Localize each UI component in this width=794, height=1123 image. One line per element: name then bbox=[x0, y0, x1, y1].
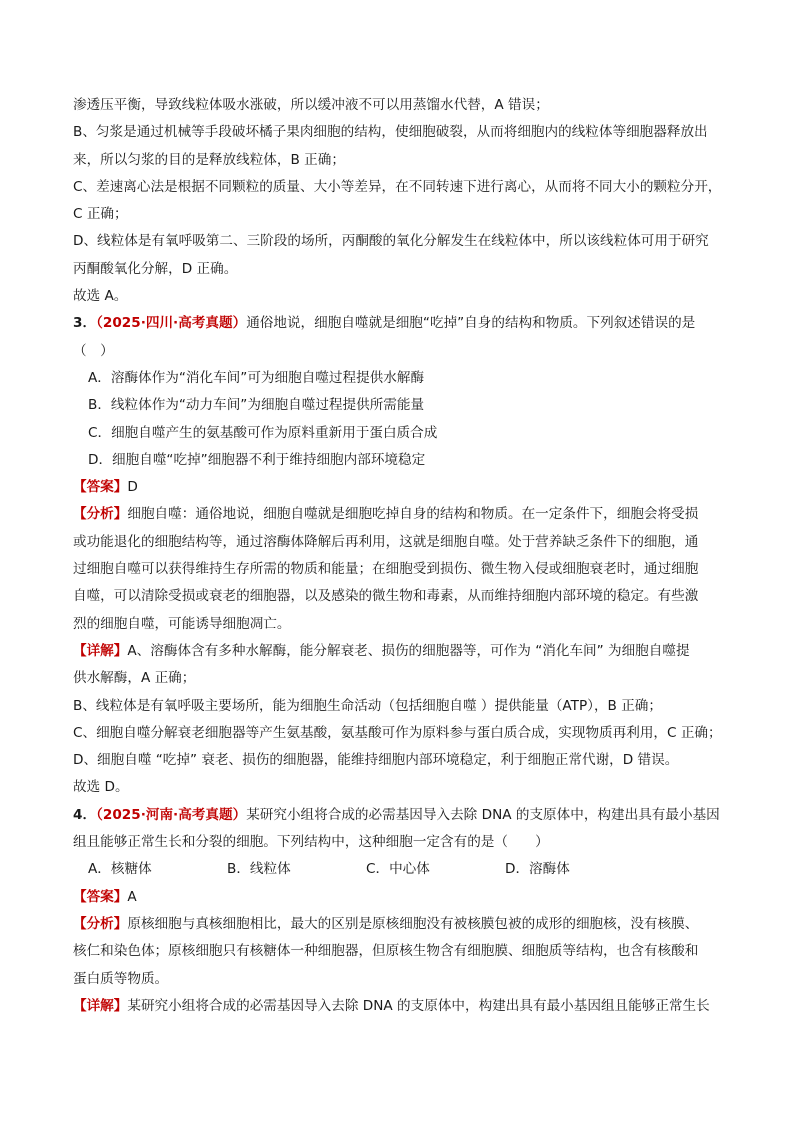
text-line: 故选 A。 bbox=[73, 288, 128, 305]
text-line: 渗透压平衡，导致线粒体吸水涨破，所以缓冲液不可以用蒸馏水代替，A 错误； bbox=[73, 97, 549, 113]
question-number: 3． bbox=[73, 315, 97, 332]
text-line: 烈的细胞自噬，可能诱导细胞凋亡。 bbox=[73, 615, 291, 632]
question-4-stem-cont: 组且能够正常生长和分裂的细胞。下列结构中，这种细胞一定含有的是（ ） bbox=[73, 834, 549, 851]
question-4-stem bbox=[73, 802, 725, 829]
text-line: 核仁和染色体；原核细胞只有核糖体一种细胞器，但原核生物含有细胞膜、细胞质等结构，也含有核酸和 bbox=[73, 943, 699, 960]
detail-tag: 【详解】 bbox=[73, 642, 128, 659]
answer-line bbox=[73, 474, 725, 501]
options-row bbox=[73, 856, 725, 883]
option-a: A．溶酶体作为“消化车间”可为细胞自噬过程提供水解酶 bbox=[88, 369, 425, 386]
text-line: D、线粒体是有氧呼吸第二、三阶段的场所，丙酮酸的氧化分解发生在线粒体中，所以该线粒体可用于研究 bbox=[73, 233, 709, 250]
text-line: B、匀浆是通过机械等手段破坏橘子果肉细胞的结构，使细胞破裂，从而将细胞内的线粒体等细胞器释放出 bbox=[73, 124, 708, 141]
question-number: 4． bbox=[73, 806, 97, 823]
option-d: D．溶酶体 bbox=[505, 861, 570, 878]
option-a: A．核糖体 bbox=[88, 861, 152, 878]
question-3-stem bbox=[73, 310, 725, 337]
analysis-tag: 【分析】 bbox=[73, 506, 128, 523]
text-line: D、细胞自噬 “吃掉” 衰老、损伤的细胞器，能维持细胞内部环境稳定，利于细胞正常代谢，D 错误。 bbox=[73, 752, 679, 769]
question-text: 某研究小组将合成的必需基因导入去除 DNA 的支原体中，构建出具有最小基因 bbox=[246, 806, 720, 823]
question-source: （2025·河南·高考真题） bbox=[96, 806, 247, 823]
answer-value: A bbox=[127, 888, 137, 905]
option-b: B．线粒体作为“动力车间”为细胞自噬过程提供所需能量 bbox=[88, 397, 425, 414]
analysis-text: 原核细胞与真核细胞相比，最大的区别是原核细胞没有被核膜包被的成形的细胞核，没有核膜、 bbox=[127, 915, 699, 932]
answer-value: D bbox=[127, 479, 138, 496]
analysis-line bbox=[73, 911, 725, 938]
document-page bbox=[73, 92, 725, 1020]
text-line: C、细胞自噬分解衰老细胞器等产生氨基酸，氨基酸可作为原料参与蛋白质合成，实现物质再利用，C 正确； bbox=[73, 724, 722, 741]
answer-line bbox=[73, 884, 725, 911]
answer-tag: 【答案】 bbox=[73, 479, 128, 496]
detail-tag: 【详解】 bbox=[73, 997, 128, 1014]
text-line: C、差速离心法是根据不同颗粒的质量、大小等差异，在不同转速下进行离心，从而将不同大小的颗粒分开， bbox=[73, 178, 722, 195]
detail-text: A、溶酶体含有多种水解酶，能分解衰老、损伤的细胞器等，可作为 “消化车间” 为细胞自噬提 bbox=[127, 642, 690, 659]
answer-tag: 【答案】 bbox=[73, 888, 128, 905]
text-line: C 正确； bbox=[73, 206, 128, 223]
option-c: C．细胞自噬产生的氨基酸可作为原料重新用于蛋白质合成 bbox=[88, 424, 438, 441]
text-line: 丙酮酸氧化分解，D 正确。 bbox=[73, 260, 238, 277]
text-line: 供水解酶，A 正确； bbox=[73, 670, 196, 687]
analysis-tag: 【分析】 bbox=[73, 915, 128, 932]
question-3-stem-cont: （ ） bbox=[73, 342, 114, 359]
detail-line bbox=[73, 638, 725, 665]
text-line: 过细胞自噬可以获得维持生存所需的物质和能量；在细胞受到损伤、微生物入侵或细胞衰老时，通过细胞 bbox=[73, 561, 699, 578]
analysis-line bbox=[73, 501, 725, 528]
text-line: 故选 D。 bbox=[73, 779, 129, 796]
option-d: D．细胞自噬“吃掉”细胞器不利于维持细胞内部环境稳定 bbox=[88, 451, 426, 468]
text-line: 或功能退化的细胞结构等，通过溶酶体降解后再利用，这就是细胞自噬。处于营养缺乏条件下的细胞，通 bbox=[73, 533, 699, 550]
text-line: B、线粒体是有氧呼吸主要场所，能为细胞生命活动（包括细胞自噬 ）提供能量（ATP），B 正确； bbox=[73, 697, 662, 714]
text-line: 自噬，可以清除受损或衰老的细胞器，以及感染的微生物和毒素，从而维持细胞内部环境的稳定。有些激 bbox=[73, 588, 699, 605]
option-b: B．线粒体 bbox=[227, 861, 291, 878]
text-line: 蛋白质等物质。 bbox=[73, 970, 169, 987]
question-text: 通俗地说，细胞自噬就是细胞“吃掉”自身的结构和物质。下列叙述错误的是 bbox=[246, 315, 696, 332]
detail-line bbox=[73, 993, 725, 1020]
analysis-text: 细胞自噬：通俗地说，细胞自噬就是细胞吃掉自身的结构和物质。在一定条件下，细胞会将受损 bbox=[127, 506, 699, 523]
question-source: （2025·四川·高考真题） bbox=[96, 315, 247, 332]
option-c: C．中心体 bbox=[366, 861, 430, 878]
detail-text: 某研究小组将合成的必需基因导入去除 DNA 的支原体中，构建出具有最小基因组且能够正常生长 bbox=[127, 997, 710, 1014]
text-line: 来，所以匀浆的目的是释放线粒体，B 正确； bbox=[73, 151, 345, 168]
